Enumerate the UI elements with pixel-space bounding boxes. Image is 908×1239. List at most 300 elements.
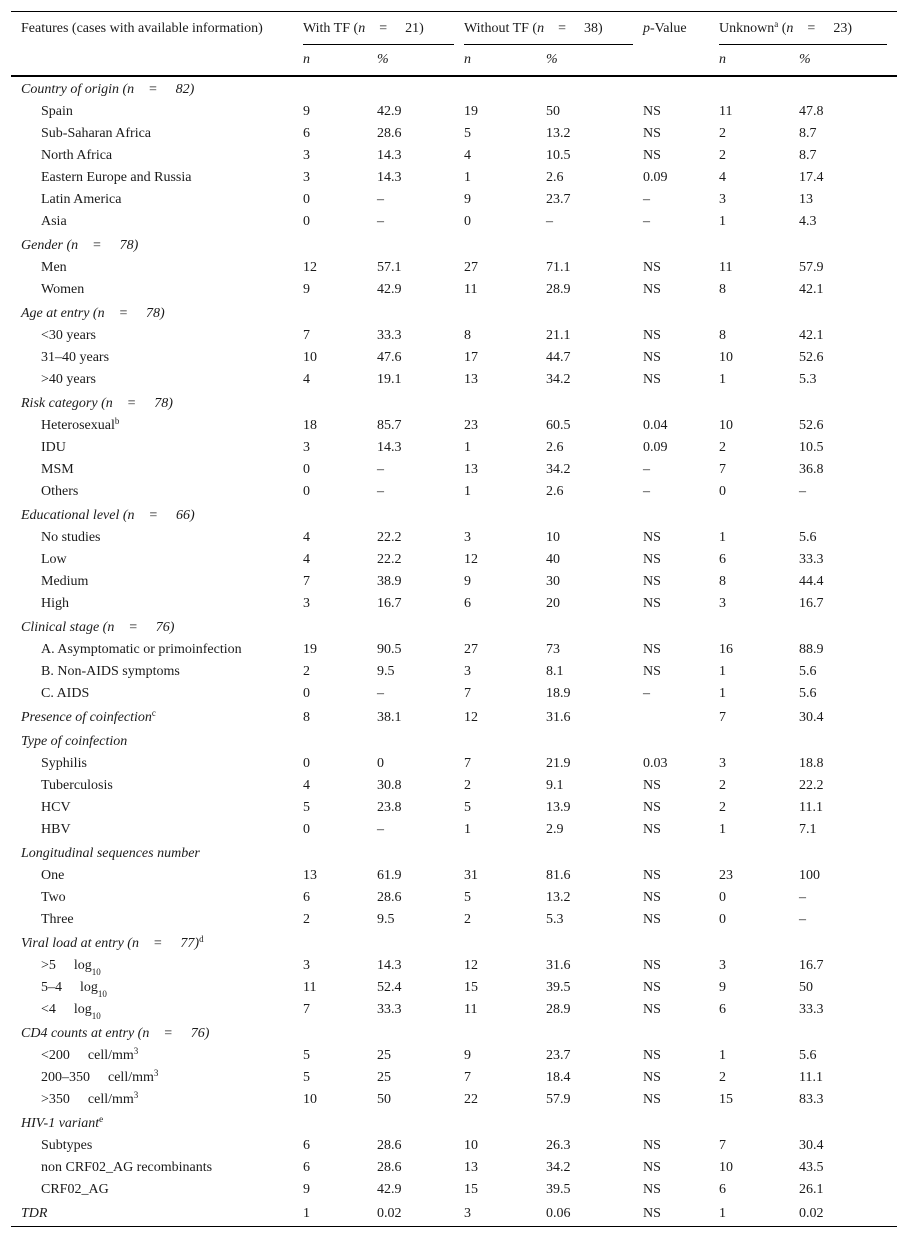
subheader-n: n — [719, 44, 799, 76]
table-cell: 33.3 — [377, 1002, 402, 1017]
table-cell: 21.1 — [546, 328, 571, 343]
table-cell: 15 — [464, 1182, 479, 1197]
table-cell: 11.1 — [799, 1070, 823, 1085]
table-cell: 16 — [719, 642, 734, 657]
table-cell: 14.3 — [377, 170, 402, 185]
row-label: <4 $\log_{10}$ — [41, 1002, 101, 1021]
table-cell: 28.6 — [377, 890, 402, 905]
table-cell: 10 — [303, 1092, 317, 1107]
table-cell: 0 — [719, 912, 727, 927]
table-row — [11, 257, 897, 279]
row-label: Sub-Saharan Africa — [41, 126, 152, 141]
table-cell: 11 — [464, 282, 478, 297]
table-cell: NS — [643, 958, 661, 973]
row-label: Men — [41, 260, 67, 275]
table-cell: 5.6 — [799, 686, 817, 701]
table-cell: 9.5 — [377, 912, 395, 927]
table-cell: 2.6 — [546, 440, 564, 455]
table-cell: NS — [643, 372, 661, 387]
table-row — [11, 571, 897, 593]
table-cell: 6 — [719, 1182, 727, 1197]
table-cell: 13.2 — [546, 126, 571, 141]
table-cell: 0 — [377, 756, 384, 771]
table-cell: 5 — [303, 800, 310, 815]
table-cell: 2.6 — [546, 484, 564, 499]
section-title: Longitudinal sequences number — [21, 845, 200, 861]
table-cell: 47.8 — [799, 104, 824, 119]
table-cell: 50 — [546, 104, 561, 119]
row-label: Tuberculosis — [41, 778, 113, 793]
table-cell: 2 — [303, 664, 310, 679]
table-cell: NS — [643, 552, 661, 567]
table-cell: – — [377, 462, 384, 477]
table-cell: 73 — [546, 642, 561, 657]
table-cell: 5 — [303, 1070, 310, 1085]
table-cell: 1 — [719, 822, 727, 837]
row-label: Spain — [41, 104, 73, 119]
table-cell: 42.1 — [799, 328, 824, 343]
table-cell: 10 — [546, 530, 561, 545]
table-cell: 52.6 — [799, 350, 824, 365]
table-cell: 2 — [303, 912, 310, 927]
section-header-with-values — [11, 1201, 897, 1227]
table-cell: NS — [643, 574, 661, 589]
table-cell: 9 — [303, 104, 310, 119]
table-cell: 33.3 — [377, 328, 402, 343]
table-cell: 23 — [464, 418, 479, 433]
table-cell: 8 — [464, 328, 472, 343]
table-cell: NS — [643, 800, 661, 815]
row-label: High — [41, 596, 69, 611]
table-cell: 34.2 — [546, 1160, 571, 1175]
table-row — [11, 189, 897, 211]
table-cell: 57.1 — [377, 260, 402, 275]
table-cell: 4 — [303, 552, 310, 567]
table-cell: 2 — [719, 148, 727, 163]
subheader-pct: % — [799, 44, 897, 76]
table-cell: NS — [643, 890, 661, 905]
section-header — [11, 503, 897, 527]
table-cell: 30.4 — [799, 1138, 824, 1153]
table-cell: 1 — [719, 1048, 727, 1063]
table-cell: 28.6 — [377, 126, 402, 141]
row-label: 31–40 years — [41, 350, 110, 365]
header-row — [11, 12, 897, 45]
table-cell: 90.5 — [377, 642, 402, 657]
table-row — [11, 819, 897, 841]
table-cell: 8 — [719, 282, 727, 297]
section-header — [11, 233, 897, 257]
table-row — [11, 797, 897, 819]
table-cell: 1 — [719, 1201, 799, 1227]
table-row — [11, 415, 897, 437]
table-cell: 39.5 — [546, 980, 571, 995]
section-header — [11, 615, 897, 639]
table-cell: 6 — [303, 890, 310, 905]
section-title: Country of origin (n = 82) — [21, 81, 195, 97]
table-cell: 9 — [464, 1048, 472, 1063]
table-cell: 42.9 — [377, 282, 402, 297]
table-cell: 13 — [464, 372, 479, 387]
table-cell: 3 — [719, 596, 727, 611]
table-cell: 71.1 — [546, 260, 571, 275]
table-cell: 0 — [303, 214, 310, 229]
section-header-with-values — [11, 705, 897, 729]
table-cell: 5.3 — [799, 372, 817, 387]
table-row — [11, 1089, 897, 1111]
table-cell: 13 — [303, 868, 317, 883]
table-cell: 5.6 — [799, 530, 817, 545]
table-cell: 6 — [303, 126, 310, 141]
table-cell: 3 — [719, 192, 727, 207]
table-cell: – — [799, 484, 807, 499]
row-label: Heterosexual$^b$ — [41, 416, 120, 433]
table-cell: 11 — [464, 1002, 478, 1017]
table-cell: 0.03 — [643, 756, 668, 771]
section-title: Type of coinfection — [21, 733, 128, 749]
table-cell: 0 — [303, 462, 310, 477]
row-label: Three — [41, 912, 74, 927]
table-cell: 3 — [719, 958, 727, 973]
table-cell: 30.4 — [799, 709, 824, 725]
table-cell: 1 — [719, 214, 727, 229]
table-row — [11, 999, 897, 1021]
table-cell: 1 — [464, 484, 472, 499]
table-cell: – — [799, 890, 807, 905]
table-cell: NS — [643, 642, 661, 657]
table-cell: 8.7 — [799, 148, 817, 163]
table-row — [11, 887, 897, 909]
table-cell: 7 — [464, 1070, 472, 1085]
table-cell: 19 — [464, 104, 479, 119]
table-cell: NS — [643, 104, 661, 119]
table-cell: NS — [643, 1070, 661, 1085]
table-cell: 1 — [303, 1201, 377, 1227]
table-body — [11, 76, 897, 1227]
table-cell: 10 — [719, 418, 734, 433]
table-cell: 34.2 — [546, 462, 571, 477]
table-cell: 19 — [303, 642, 317, 657]
table-cell: 3 — [303, 440, 310, 455]
table-cell: NS — [643, 822, 661, 837]
table-cell: 0.09 — [643, 440, 668, 455]
table-container — [11, 11, 897, 1227]
table-cell: 11 — [303, 980, 317, 995]
table-cell: – — [643, 462, 651, 477]
table-cell: 1 — [719, 530, 727, 545]
table-cell: 12 — [464, 958, 479, 973]
row-label: One — [41, 868, 65, 883]
table-cell: – — [643, 484, 651, 499]
table-cell: 30.8 — [377, 778, 402, 793]
table-cell: 23.8 — [377, 800, 402, 815]
table-cell: 13 — [799, 192, 814, 207]
table-cell: 5 — [464, 890, 472, 905]
table-cell: 10 — [719, 350, 734, 365]
subheader-n: n — [303, 44, 377, 76]
table-cell: 81.6 — [546, 868, 571, 883]
table-cell: NS — [643, 664, 661, 679]
table-cell: 2 — [719, 800, 727, 815]
table-cell: 27 — [464, 260, 479, 275]
table-cell: 2 — [719, 1070, 727, 1085]
table-cell: 5 — [464, 126, 472, 141]
table-cell: 13 — [464, 462, 479, 477]
table-cell: 2 — [464, 912, 472, 927]
table-cell: 7.1 — [799, 822, 817, 837]
section-header — [11, 729, 897, 753]
row-label: IDU — [41, 440, 66, 455]
table-cell: NS — [643, 350, 661, 365]
row-label: Eastern Europe and Russia — [41, 170, 192, 185]
table-cell: 7 — [303, 574, 310, 589]
table-cell: 7 — [719, 1138, 727, 1153]
row-label: Medium — [41, 574, 89, 589]
table-row — [11, 753, 897, 775]
table-cell: 9.5 — [377, 664, 395, 679]
table-cell: 57.9 — [799, 260, 824, 275]
section-title: Clinical stage (n = 76) — [21, 619, 175, 635]
table-cell: 42.9 — [377, 104, 402, 119]
table-cell: 9 — [464, 574, 472, 589]
table-cell: – — [643, 192, 651, 207]
table-cell: 17 — [464, 350, 479, 365]
table-cell: NS — [643, 260, 661, 275]
table-cell: 12 — [303, 260, 317, 275]
table-cell: NS — [643, 1160, 661, 1175]
table-cell: 5.6 — [799, 664, 817, 679]
table-cell: – — [377, 822, 384, 837]
table-cell: NS — [643, 1048, 661, 1063]
features-table — [11, 11, 897, 1227]
table-row — [11, 909, 897, 931]
table-cell: 25 — [377, 1070, 391, 1085]
table-row — [11, 977, 897, 999]
table-row — [11, 639, 897, 661]
pvalue-header: p-Value — [643, 12, 719, 45]
table-cell: 2.9 — [546, 822, 564, 837]
table-cell: NS — [643, 1138, 661, 1153]
section-title: Presence of coinfection$^c$ — [21, 707, 156, 725]
table-cell: 5 — [303, 1048, 310, 1063]
table-cell: 0.09 — [643, 170, 668, 185]
table-cell: 2.6 — [546, 170, 564, 185]
table-cell: 33.3 — [799, 1002, 824, 1017]
unknown-header: Unknown$^a$ (n = 23) — [719, 12, 897, 45]
table-cell: 9.1 — [546, 778, 564, 793]
table-cell: 28.6 — [377, 1138, 402, 1153]
table-cell: 25 — [377, 1048, 391, 1063]
table-cell: 15 — [464, 980, 479, 995]
table-cell: 3 — [303, 958, 310, 973]
table-row — [11, 459, 897, 481]
row-label: 5–4 $\log_{10}$ — [41, 980, 107, 999]
table-cell: NS — [643, 328, 661, 343]
row-label: >40 years — [41, 372, 96, 387]
table-row — [11, 683, 897, 705]
table-cell: 42.1 — [799, 282, 824, 297]
table-cell: 18.4 — [546, 1070, 571, 1085]
table-cell: 30 — [546, 574, 561, 589]
table-cell: 7 — [464, 756, 472, 771]
table-row — [11, 347, 897, 369]
table-cell: NS — [643, 1092, 661, 1107]
table-cell: 13.9 — [546, 800, 571, 815]
table-cell: 17.4 — [799, 170, 824, 185]
row-label: CRF02_AG — [41, 1182, 109, 1197]
section-title: Age at entry (n = 78) — [21, 305, 165, 321]
table-cell: 14.3 — [377, 958, 402, 973]
table-cell: 12 — [464, 709, 479, 725]
table-row — [11, 123, 897, 145]
table-cell: 2 — [719, 126, 727, 141]
table-cell: 11.1 — [799, 800, 823, 815]
section-title: Risk category (n = 78) — [21, 395, 173, 411]
table-row — [11, 145, 897, 167]
table-cell: 0 — [719, 890, 727, 905]
table-cell: 6 — [719, 1002, 727, 1017]
table-cell: 0 — [303, 756, 310, 771]
subheader-pct: % — [546, 44, 643, 76]
table-cell: 21.9 — [546, 756, 571, 771]
table-cell: 39.5 — [546, 1182, 571, 1197]
table-cell: 57.9 — [546, 1092, 571, 1107]
section-header — [11, 841, 897, 865]
table-cell: 6 — [719, 552, 727, 567]
section-header — [11, 391, 897, 415]
table-cell: 12 — [464, 552, 479, 567]
table-cell: NS — [643, 912, 661, 927]
table-cell: 23 — [719, 868, 734, 883]
table-cell: 5 — [464, 800, 472, 815]
table-cell: 0 — [464, 214, 472, 229]
table-cell: 13.2 — [546, 890, 571, 905]
table-row — [11, 101, 897, 123]
table-cell: 42.9 — [377, 1182, 402, 1197]
section-title: HIV-1 variant$^e$ — [21, 1113, 104, 1131]
row-label: Subtypes — [41, 1138, 93, 1153]
table-cell: 44.7 — [546, 350, 571, 365]
row-label: <200 cell/$mm^3$ — [41, 1046, 139, 1063]
table-cell: 8 — [719, 328, 727, 343]
row-label: Two — [41, 890, 66, 905]
table-cell: 1 — [719, 664, 727, 679]
table-cell: 0.02 — [377, 1201, 464, 1227]
table-cell: 9 — [303, 1182, 310, 1197]
table-cell: – — [799, 912, 807, 927]
table-cell: 22 — [464, 1092, 479, 1107]
section-title: TDR — [11, 1201, 303, 1227]
table-cell: NS — [643, 126, 661, 141]
table-cell: 6 — [303, 1160, 310, 1175]
table-row — [11, 1067, 897, 1089]
table-cell: 10.5 — [546, 148, 571, 163]
table-cell: 18.8 — [799, 756, 824, 771]
table-row — [11, 1135, 897, 1157]
table-cell: 19.1 — [377, 372, 402, 387]
table-cell: 3 — [464, 1201, 546, 1227]
table-cell: NS — [643, 778, 661, 793]
table-cell: 6 — [464, 596, 472, 611]
table-row — [11, 1179, 897, 1201]
table-cell: 3 — [303, 148, 310, 163]
table-cell: 23.7 — [546, 1048, 571, 1063]
table-cell: 26.3 — [546, 1138, 571, 1153]
table-cell: 0.04 — [643, 418, 668, 433]
table-cell: 38.1 — [377, 709, 402, 725]
table-cell: 14.3 — [377, 148, 402, 163]
table-cell: 16.7 — [377, 596, 402, 611]
table-cell: 5.6 — [799, 1048, 817, 1063]
table-cell: 33.3 — [799, 552, 824, 567]
row-label: MSM — [41, 462, 74, 477]
table-cell: – — [643, 214, 651, 229]
table-cell: 8 — [303, 709, 310, 725]
table-cell: 6 — [303, 1138, 310, 1153]
table-cell: 1 — [719, 686, 727, 701]
table-cell: 83.3 — [799, 1092, 824, 1107]
table-cell: 61.9 — [377, 868, 402, 883]
table-cell: 28.9 — [546, 282, 571, 297]
subheader-pct: % — [377, 44, 464, 76]
table-cell: 10 — [719, 1160, 734, 1175]
table-cell: 9 — [719, 980, 727, 995]
section-header — [11, 1021, 897, 1045]
table-cell: 60.5 — [546, 418, 571, 433]
section-title: CD4 counts at entry (n = 76) — [21, 1025, 210, 1041]
row-label: B. Non-AIDS symptoms — [41, 664, 180, 679]
table-cell: 85.7 — [377, 418, 402, 433]
table-row — [11, 661, 897, 683]
table-row — [11, 1045, 897, 1067]
table-row — [11, 325, 897, 347]
table-cell: – — [643, 686, 651, 701]
table-cell: 0.06 — [546, 1201, 643, 1227]
row-label: Syphilis — [41, 756, 87, 771]
table-cell: 4 — [303, 372, 310, 387]
table-cell: NS — [643, 980, 661, 995]
table-cell — [643, 705, 719, 729]
features-header: Features (cases with available information) — [11, 12, 303, 45]
table-cell: 0 — [303, 484, 310, 499]
table-row — [11, 437, 897, 459]
row-label: A. Asymptomatic or primoinfection — [41, 642, 242, 657]
table-row — [11, 865, 897, 887]
table-cell: 9 — [303, 282, 310, 297]
table-cell: 23.7 — [546, 192, 571, 207]
table-cell: 0 — [303, 686, 310, 701]
table-cell: – — [546, 214, 554, 229]
table-cell: 1 — [464, 440, 472, 455]
table-cell: 14.3 — [377, 440, 402, 455]
section-header — [11, 301, 897, 325]
table-cell: 44.4 — [799, 574, 824, 589]
table-cell: 31 — [464, 868, 479, 883]
table-row — [11, 167, 897, 189]
table-cell: 3 — [464, 664, 472, 679]
table-cell: 15 — [719, 1092, 734, 1107]
row-label: No studies — [41, 530, 101, 545]
table-cell: 8 — [719, 574, 727, 589]
table-cell: 2 — [464, 778, 472, 793]
table-row — [11, 1157, 897, 1179]
table-cell: 16.7 — [799, 958, 824, 973]
table-cell: 8.7 — [799, 126, 817, 141]
row-label: >5 $\log_{10}$ — [41, 958, 101, 977]
row-label: Women — [41, 282, 85, 297]
table-cell: – — [377, 484, 384, 499]
table-cell: 100 — [799, 868, 821, 883]
